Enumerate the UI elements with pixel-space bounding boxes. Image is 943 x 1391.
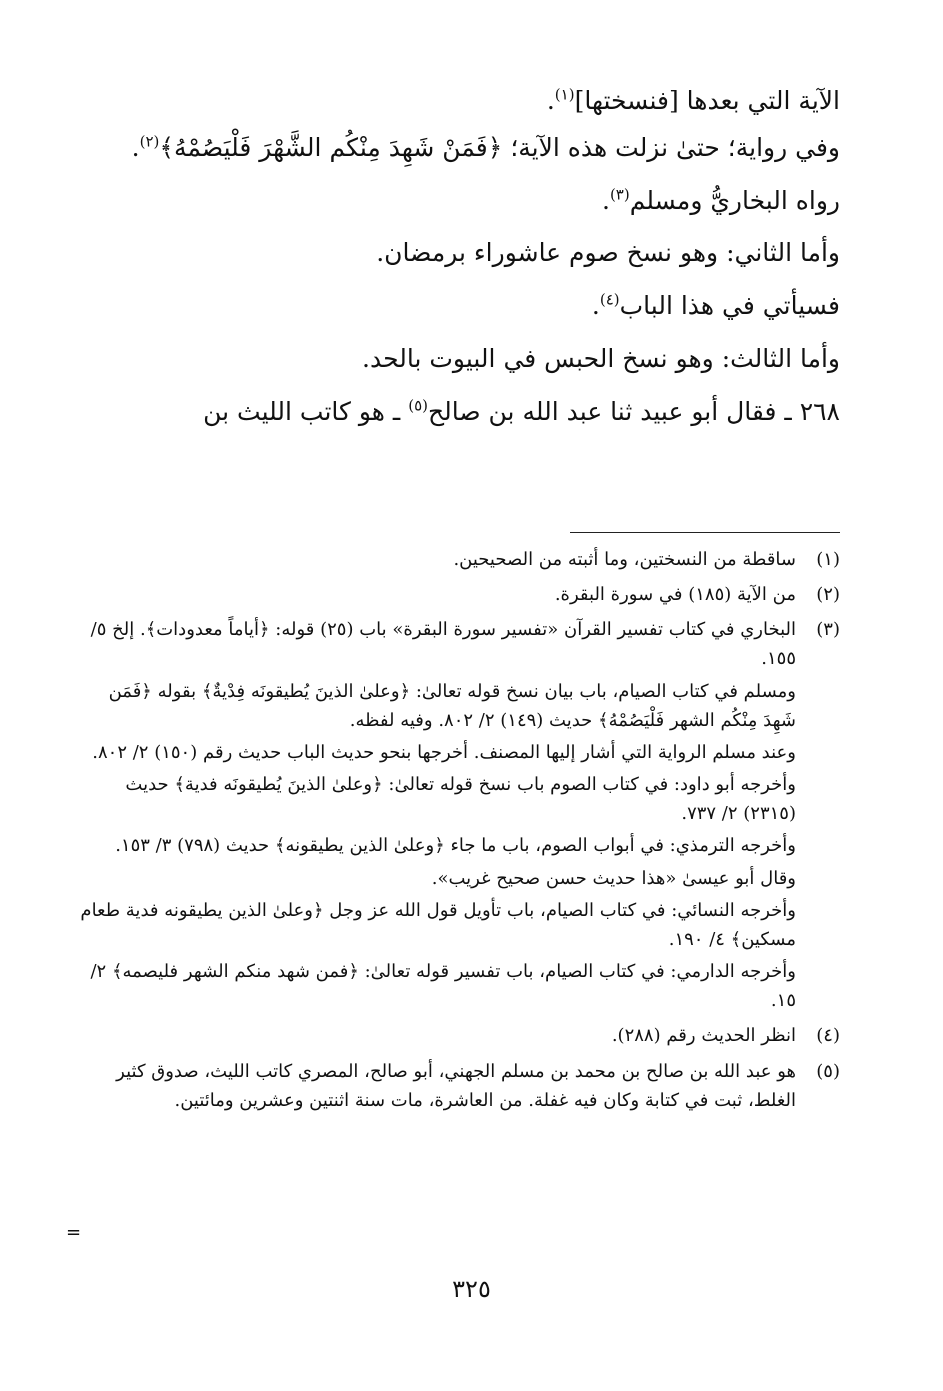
footnote-number: (١) — [816, 549, 840, 570]
footnote-text: من الآية (١٨٥) في سورة البقرة. — [554, 584, 796, 606]
paragraph-text: وأما الثالث: وهو نسخ الحبس في البيوت بالحد. — [362, 343, 840, 373]
footnote-separator — [570, 532, 840, 533]
footnote-text: ساقطة من النسختين، وما أثبته من الصحيحين. — [453, 549, 796, 570]
main-paragraph — [80, 82, 840, 121]
footnote — [80, 1021, 840, 1053]
footnote-ref: (٣) — [609, 185, 630, 204]
paragraph-tail: ـ هو كاتب الليث بن — [203, 396, 409, 426]
footnote-body — [80, 1057, 796, 1118]
footnote-number: (٥) — [816, 1060, 840, 1082]
footnote-text: وأخرجه أبو داود: في كتاب الصوم باب نسخ قوله تعالىٰ: ﴿وعلىٰ الذينَ يُطيقونَه فدية﴾ حديث (٢٣١٥) ٢/ ٧٣٧. — [125, 774, 796, 825]
footnotes — [80, 545, 840, 1121]
footnote-ref: (٢) — [139, 132, 160, 151]
paragraph-text: وفي رواية؛ حتىٰ نزلت هذه الآية؛ ﴿فَمَنْ شَهِدَ مِنْكُم الشَّهْرَ فَلْيَصُمْهُ﴾ — [159, 132, 840, 162]
footnote-text: وأخرجه الترمذي: في أبواب الصوم، باب ما جاء ﴿وعلىٰ الذين يطيقونه﴾ حديث (٧٩٨) ٣/ ١٥٣. — [115, 835, 796, 857]
footnote — [80, 1057, 840, 1118]
paragraph-text: ٢٦٨ ـ فقال أبو عبيد ثنا عبد الله بن صالح — [427, 396, 840, 426]
paragraph-tail: . — [601, 185, 610, 215]
footnote-text: البخاري في كتاب تفسير القرآن «تفسير سورة البقرة» باب (٢٥) قوله: ﴿أياماً معدودات﴾. إلخ ٥/ ١٥٥. — [90, 619, 796, 670]
main-paragraph — [80, 129, 840, 168]
main-text — [80, 82, 840, 445]
main-paragraph — [80, 234, 840, 273]
main-paragraph — [80, 287, 840, 326]
footnote-ref: (٥) — [408, 396, 428, 415]
main-paragraph — [80, 182, 840, 221]
footnote-number: (٤) — [816, 1025, 840, 1047]
footnote-text: وقال أبو عيسىٰ «هذا حديث حسن صحيح غريب». — [431, 867, 796, 889]
footnote-body — [80, 580, 796, 612]
footnote-body — [80, 545, 796, 577]
continuation-mark: = — [66, 1222, 82, 1243]
footnote-text: وعند مسلم الرواية التي أشار إليها المصنف. أخرجها بنحو حديث الباب حديث رقم (١٥٠) ٢/ ٨٠٢. — [92, 741, 796, 763]
footnote-text: انظر الحديث رقم (٢٨٨). — [611, 1025, 796, 1047]
footnote-ref: (١) — [554, 85, 575, 104]
paragraph-tail: . — [131, 132, 140, 162]
paragraph-text: رواه البخاريُّ ومسلم — [629, 185, 840, 215]
footnote-text: ومسلم في كتاب الصيام، باب بيان نسخ قوله تعالىٰ: ﴿وعلىٰ الذينَ يُطيقونَه فِدْيةٌ﴾ بقوله ﴿فَمَن شَهِدَ مِنْكُم الشهر فَلْيَصُمْهُ﴾ حديث (١٤٩) ٢/ ٨٠٢. وفيه لفظه. — [108, 680, 796, 731]
footnote-text: وأخرجه النسائي: في كتاب الصيام، باب تأويل قول الله عز وجل ﴿وعلىٰ الذين يطيقونه فدية طعام مسكين﴾ ٤/ ١٩٠. — [80, 899, 796, 950]
paragraph-text: فسيأتي في هذا الباب — [619, 291, 840, 320]
footnote-text: وأخرجه الدارمي: في كتاب الصيام، باب تفسير قوله تعالىٰ: ﴿فمن شهد منكم الشهر فليصمه﴾ ٢/ ١٥. — [90, 961, 796, 1012]
paragraph-text: الآية التي بعدها [فنسختها] — [574, 86, 840, 115]
footnote — [80, 615, 840, 1018]
paragraph-text: وأما الثاني: وهو نسخ صوم عاشوراء برمضان. — [376, 238, 840, 268]
main-paragraph — [80, 340, 840, 379]
footnote — [80, 580, 840, 612]
footnote-text: هو عبد الله بن صالح بن محمد بن مسلم الجهني، أبو صالح، المصري كاتب الليث، صدوق كثير الغلط، ثبت في كتابة وكان فيه غفلة. من العاشرة، مات سنة اثنتين وعشرين ومائتين. — [116, 1060, 796, 1111]
footnote-body — [80, 1021, 796, 1053]
page-number: ٣٢٥ — [452, 1275, 491, 1303]
footnote-ref: (٤) — [599, 290, 620, 309]
footnote-number: (٣) — [816, 619, 840, 641]
footnote-body — [80, 615, 796, 1018]
main-paragraph — [80, 393, 840, 432]
footnote — [80, 545, 840, 577]
paragraph-tail: . — [546, 86, 555, 115]
footnote-number: (٢) — [816, 584, 840, 606]
paragraph-tail: . — [591, 291, 600, 320]
